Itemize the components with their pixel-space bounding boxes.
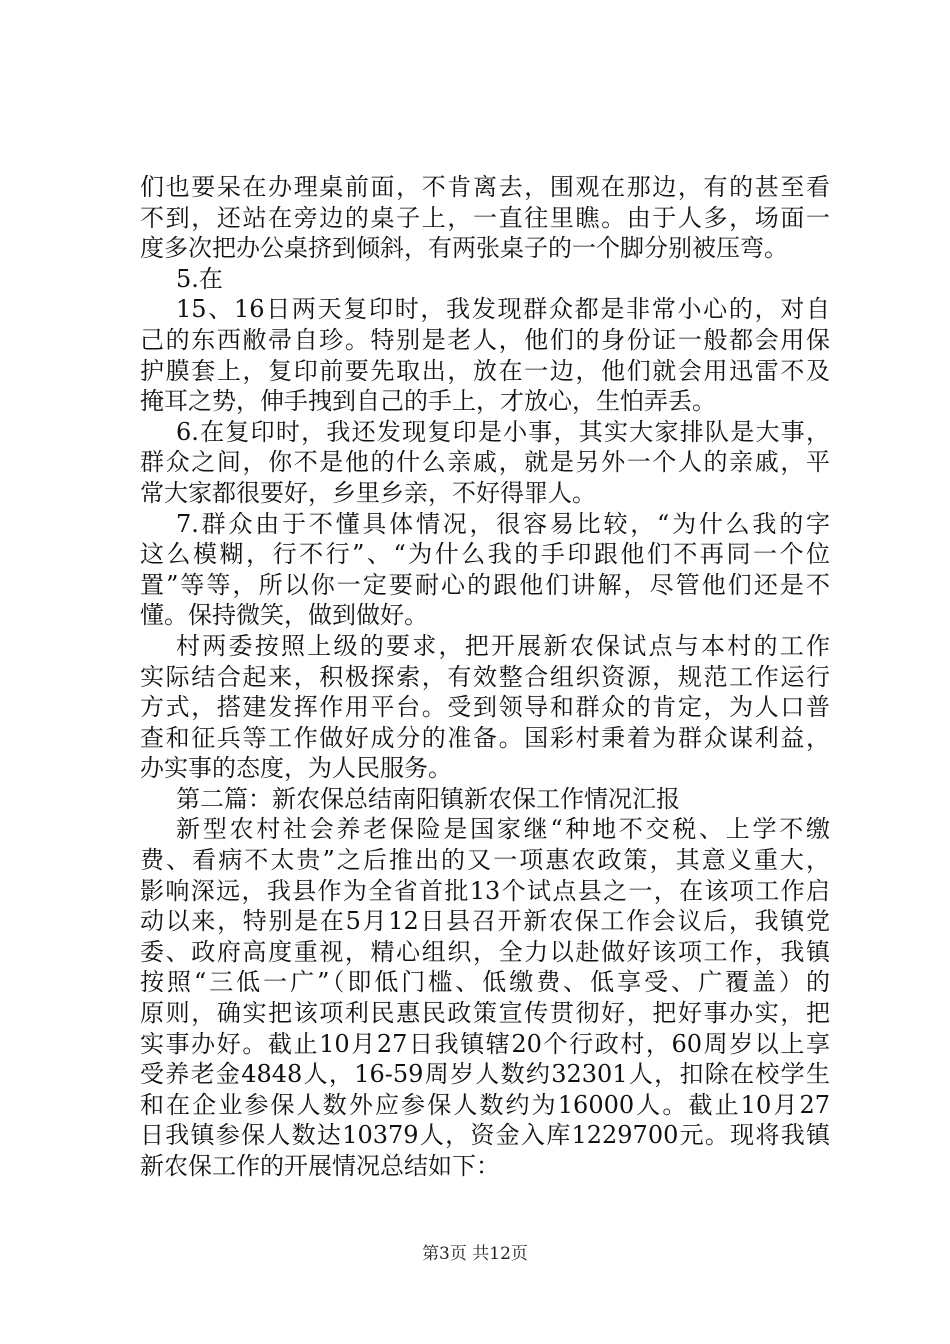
text-line: 日我镇参保人数达10379人，资金入库1229700元。现将我镇 — [140, 1121, 830, 1150]
text-line: 第二篇：新农保总结南阳镇新农保工作情况汇报 — [176, 784, 680, 813]
text-line: 实际结合起来，积极探索，有效整合组织资源，规范工作运行 — [140, 662, 830, 691]
text-line: 群众之间，你不是他的什么亲戚，就是另外一个人的亲戚，平 — [140, 448, 830, 477]
text-line: 掩耳之势，伸手拽到自己的手上，才放心，生怕弄丢。 — [140, 387, 716, 416]
text-line: 护膜套上，复印前要先取出，放在一边，他们就会用迅雷不及 — [140, 356, 830, 385]
text-line: 置”等等，所以你一定要耐心的跟他们讲解，尽管他们还是不 — [140, 570, 830, 599]
text-line: 原则，确实把该项利民惠民政策宣传贯彻好，把好事办实，把 — [140, 999, 830, 1028]
text-line: 不到，还站在旁边的桌子上，一直往里瞧。由于人多，场面一 — [140, 203, 830, 232]
text-line: 新型农村社会养老保险是国家继“种地不交税、上学不缴 — [176, 815, 830, 844]
text-line: 受养老金4848人，16-59周岁人数约32301人，扣除在校学生 — [140, 1060, 830, 1089]
text-line: 和在企业参保人数外应参保人数约为16000人。截止10月27 — [140, 1090, 830, 1119]
text-line: 这么模糊，行不行”、“为什么我的手印跟他们不再同一个位 — [140, 540, 830, 569]
text-line: 15、16日两天复印时，我发现群众都是非常小心的，对自 — [176, 295, 830, 324]
page-footer — [0, 1244, 950, 1264]
text-line: 查和征兵等工作做好成分的准备。国彩村秉着为群众谋利益， — [140, 723, 830, 752]
text-line: 动以来，特别是在5月12日县召开新农保工作会议后，我镇党 — [140, 907, 830, 936]
text-line: 村两委按照上级的要求，把开展新农保试点与本村的工作 — [176, 631, 830, 660]
text-line: 度多次把办公桌挤到倾斜，有两张桌子的一个脚分别被压弯。 — [140, 234, 788, 263]
text-line: 实事办好。截止10月27日我镇辖20个行政村，60周岁以上享 — [140, 1029, 830, 1058]
text-line: 办实事的态度，为人民服务。 — [140, 754, 452, 783]
text-line: 常大家都很要好，乡里乡亲，不好得罪人。 — [140, 478, 596, 507]
text-line: 按照“三低一广”（即低门槛、低缴费、低享受、广覆盖）的 — [140, 968, 830, 997]
text-line: 们也要呆在办理桌前面，不肯离去，围观在那边，有的甚至看 — [140, 173, 830, 201]
text-line: 5.在 — [176, 264, 223, 293]
text-line: 方式，搭建发挥作用平台。受到领导和群众的肯定，为人口普 — [140, 693, 830, 722]
text-line: 新农保工作的开展情况总结如下： — [140, 1152, 500, 1180]
page-number: 第3页 共12页 — [422, 1244, 528, 1264]
text-line: 影响深远，我县作为全省首批13个试点县之一，在该项工作启 — [140, 876, 830, 905]
text-line: 委、政府高度重视，精心组织，全力以赴做好该项工作，我镇 — [140, 937, 830, 966]
text-line: 懂。保持微笑，做到做好。 — [140, 601, 428, 630]
text-line: 费、看病不太贵”之后推出的又一项惠农政策，其意义重大， — [140, 846, 830, 875]
document-body — [140, 172, 830, 1182]
text-line: 己的东西敝帚自珍。特别是老人，他们的身份证一般都会用保 — [140, 325, 830, 354]
text-line: 6.在复印时，我还发现复印是小事，其实大家排队是大事， — [176, 417, 830, 446]
text-line: 7.群众由于不懂具体情况，很容易比较，“为什么我的字 — [176, 509, 830, 538]
